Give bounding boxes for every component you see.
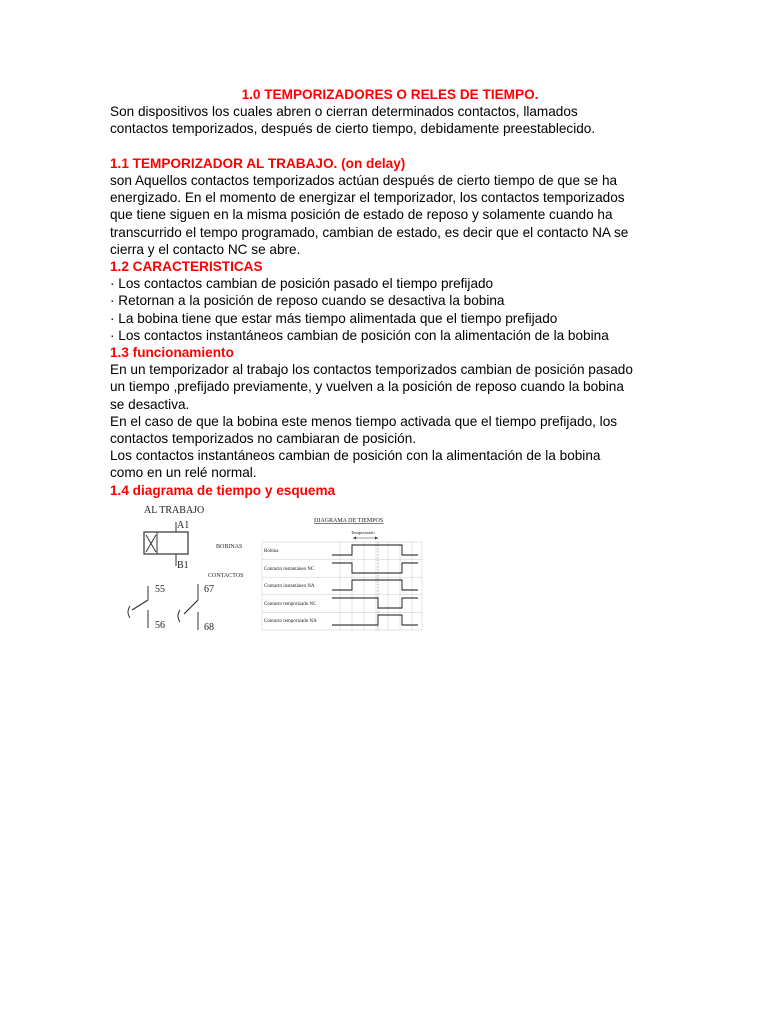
section-1-1-line: que tiene siguen en la misma posición de estado de reposo y solamente cuando ha <box>110 207 613 223</box>
bobinas-label: BOBINAS <box>216 544 243 550</box>
timer-diagram-svg <box>110 500 430 640</box>
section-1-3-line: un tiempo ,prefijado previamente, y vuelven a la posición de reposo cuando la bobina <box>110 379 624 395</box>
section-1-1-line: energizado. En el momento de energizar el temporizador, los contactos temporizados <box>110 190 625 206</box>
section-1-1-line: son Aquellos contactos temporizados actúan después de cierto tiempo de que se ha <box>110 173 618 188</box>
section-1-3-line: contactos temporizados no cambiaran de posición. <box>110 431 417 447</box>
contact-55-delay-arc <box>128 606 130 618</box>
section-1-3-line: como en un relé normal. <box>110 465 257 481</box>
section-1-3-line: se desactiva. <box>110 396 190 412</box>
intro-line: contactos temporizados, después de cierto tiempo, debidamente preestablecido. <box>110 121 596 137</box>
waveform-temp-na <box>332 615 418 625</box>
contact-55-blade <box>132 600 148 610</box>
waveform-inst-nc <box>332 563 418 573</box>
a1-label: A1 <box>177 520 190 531</box>
section-1-1-line: cierra y el contacto NC se abre. <box>110 241 301 257</box>
section-heading-1-2: 1.2 CARACTERISTICAS <box>110 259 263 275</box>
section-1-3-line: En el caso de que la bobina este menos tiempo activada que el tiempo prefijado, los <box>110 413 618 429</box>
document-title: 1.0 TEMPORIZADORES O RELES DE TIEMPO. <box>241 87 539 102</box>
contact-56-label: 56 <box>155 620 165 631</box>
section-1-1-line: transcurrido el tempo programado, cambian de estado, es decir que el contacto NA se <box>110 224 629 240</box>
section-heading-1-4: 1.4 diagrama de tiempo y esquema <box>110 482 336 498</box>
row-label-temp-nc: Contacto temporizado NC <box>264 602 317 607</box>
temporizado-label: Temporizado <box>351 530 375 535</box>
section-heading-1-1: 1.1 TEMPORIZADOR AL TRABAJO. (on delay) <box>110 155 406 171</box>
section-1-3-line: Los contactos instantáneos cambian de posición con la alimentación de la bobina <box>110 448 601 464</box>
waveform-temp-nc <box>332 598 418 608</box>
al-trabajo-label: AL TRABAJO <box>144 505 205 516</box>
timing-waveforms <box>332 545 418 625</box>
waveform-bobina <box>332 545 418 555</box>
row-label-inst-na: Contacto instantáneo NA <box>264 584 315 589</box>
contact-67-blade <box>184 600 198 614</box>
spacer <box>110 138 670 155</box>
row-label-bobina: Bobina <box>264 549 279 554</box>
document-body <box>110 86 670 499</box>
contact-68-label: 68 <box>204 622 214 633</box>
contact-67-delay-arc <box>178 610 180 622</box>
b1-label: B1 <box>177 560 189 571</box>
characteristic-bullet: · Los contactos cambian de posición pasado el tiempo prefijado <box>110 276 494 292</box>
timing-title: DIAGRAMA DE TIEMPOS <box>314 518 384 524</box>
row-label-temp-na: Contacto temporizado NA <box>264 619 317 624</box>
row-label-inst-nc: Contacto instantáneo NC <box>264 567 315 572</box>
contact-55-label: 55 <box>155 584 165 595</box>
section-heading-1-3: 1.3 funcionamiento <box>110 345 234 361</box>
timer-diagram-figure <box>110 500 430 640</box>
contactos-label: CONTACTOS <box>208 573 244 579</box>
contact-67-label: 67 <box>204 584 214 595</box>
characteristic-bullet: · Los contactos instantáneos cambian de posición con la alimentación de la bobina <box>110 327 609 343</box>
characteristic-bullet: · La bobina tiene que estar más tiempo alimentada que el tiempo prefijado <box>110 310 558 326</box>
intro-line: Son dispositivos los cuales abren o cierran determinados contactos, llamados <box>110 104 578 120</box>
characteristic-bullet: · Retornan a la posición de reposo cuando se desactiva la bobina <box>110 293 505 309</box>
waveform-inst-na <box>332 580 418 590</box>
section-1-3-line: En un temporizador al trabajo los contactos temporizados cambian de posición pasado <box>110 362 633 378</box>
